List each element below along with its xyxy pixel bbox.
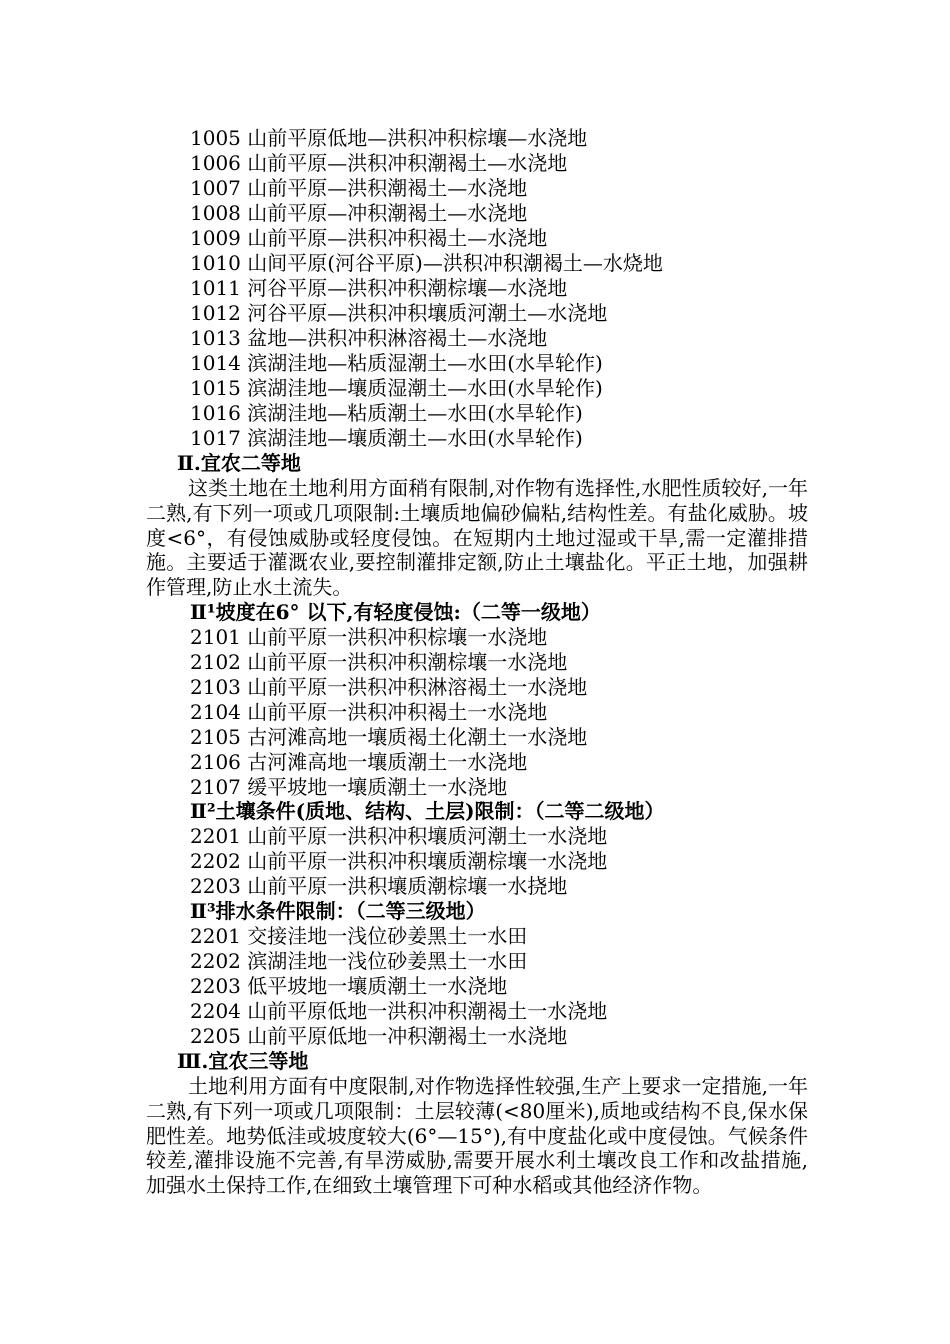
paragraph-II bbox=[146, 476, 808, 600]
list-item: 1011 河谷平原—洪积冲积潮棕壤—水浇地 bbox=[190, 276, 568, 300]
list-item: 2103 山前平原一洪积冲积淋溶褐土一水浇地 bbox=[190, 675, 588, 699]
list-item: 1013 盆地—洪积冲积淋溶褐土—水浇地 bbox=[190, 326, 548, 350]
subsection-heading-II1: Ⅱ¹坡度在6° 以下,有轻度侵蚀:（二等一级地） bbox=[190, 600, 601, 624]
section-heading-III: Ⅲ.宜农三等地 bbox=[177, 1049, 309, 1073]
list-item: 2201 山前平原一洪积冲积壤质河潮土一水浇地 bbox=[190, 824, 608, 848]
list-item: 2107 缓平坡地一壤质潮土一水浇地 bbox=[190, 775, 508, 799]
list-item: 2203 山前平原一洪积壤质潮棕壤一水挠地 bbox=[190, 874, 568, 898]
list-item: 1015 滨湖洼地—壤质湿潮土—水田(水旱轮作) bbox=[190, 376, 603, 400]
list-item: 1006 山前平原—洪积冲积潮褐土—水浇地 bbox=[190, 151, 568, 175]
subsection-heading-II2: Ⅱ²土壤条件(质地、结构、土层)限制：（二等二级地） bbox=[190, 799, 665, 823]
list-item: 2201 交接洼地一浅位砂姜黑土一水田 bbox=[190, 924, 528, 948]
list-item: 2101 山前平原一洪积冲积棕壤一水浇地 bbox=[190, 625, 548, 649]
list-item: 1009 山前平原—洪积冲积褐土—水浇地 bbox=[190, 226, 548, 250]
list-item: 1012 河谷平原—洪积冲积壤质河潮土—水浇地 bbox=[190, 301, 608, 325]
subsection-heading-II3: Ⅱ³排水条件限制：（二等三级地） bbox=[190, 899, 486, 923]
list-item: 2102 山前平原一洪积冲积潮棕壤一水浇地 bbox=[190, 650, 568, 674]
list-item: 1016 滨湖洼地—粘质潮土—水田(水旱轮作) bbox=[190, 401, 583, 425]
list-item: 2105 古河滩高地一壤质褐土化潮土一水浇地 bbox=[190, 725, 588, 749]
list-item: 2104 山前平原一洪积冲积褐土一水浇地 bbox=[190, 700, 548, 724]
list-item: 1007 山前平原—洪积潮褐土—水浇地 bbox=[190, 176, 528, 200]
list-item: 2203 低平坡地一壤质潮土一水浇地 bbox=[190, 974, 508, 998]
paragraph-III-text: 土地利用方面有中度限制,对作物选择性较强,生产上要求一定措施,一年二熟,有下列一项或几项限制：土层较薄(<80厘米),质地或结构不良,保水保肥性差。地势低洼或坡度较大(6°—15°),有中度盐化或中度侵蚀。气候条件较差,灌排设施不完善,有旱涝威胁,需要开展水利土壤改良工作和改盐措施,加强水土保持工作,在细致土壤管理下可种水稻或其他经济作物。 bbox=[146, 1074, 808, 1198]
list-item: 1005 山前平原低地—洪积冲积棕壤—水浇地 bbox=[190, 126, 588, 150]
list-item: 2106 古河滩高地一壤质潮土一水浇地 bbox=[190, 750, 528, 774]
list-item: 1008 山前平原—冲积潮褐土—水浇地 bbox=[190, 201, 528, 225]
list-item: 2205 山前平原低地一冲积潮褐土一水浇地 bbox=[190, 1024, 568, 1048]
list-item: 1017 滨湖洼地—壤质潮土—水田(水旱轮作) bbox=[190, 426, 583, 450]
list-item: 2202 山前平原一洪积冲积壤质潮棕壤一水浇地 bbox=[190, 849, 608, 873]
list-item: 1014 滨湖洼地—粘质湿潮土—水田(水旱轮作) bbox=[190, 351, 603, 375]
paragraph-III bbox=[146, 1074, 808, 1198]
list-item: 2204 山前平原低地一洪积冲积潮褐土一水浇地 bbox=[190, 999, 608, 1023]
list-item: 1010 山间平原(河谷平原)—洪积冲积潮褐土—水烧地 bbox=[190, 251, 663, 275]
section-heading-II: Ⅱ.宜农二等地 bbox=[177, 451, 301, 475]
list-item: 2202 滨湖洼地一浅位砂姜黑土一水田 bbox=[190, 949, 528, 973]
paragraph-II-text: 这类土地在土地利用方面稍有限制,对作物有选择性,水肥性质较好,一年二熟,有下列一项或几项限制:土壤质地偏砂偏粘,结构性差。有盐化威胁。坡度<6°，有侵蚀威胁或轻度侵蚀。在短期内土地过湿或干旱,需一定灌排措施。主要适于灌溉农业,要控制灌排定额,防止土壤盐化。平正土地，加强耕作管理,防止水土流失。 bbox=[146, 476, 808, 600]
